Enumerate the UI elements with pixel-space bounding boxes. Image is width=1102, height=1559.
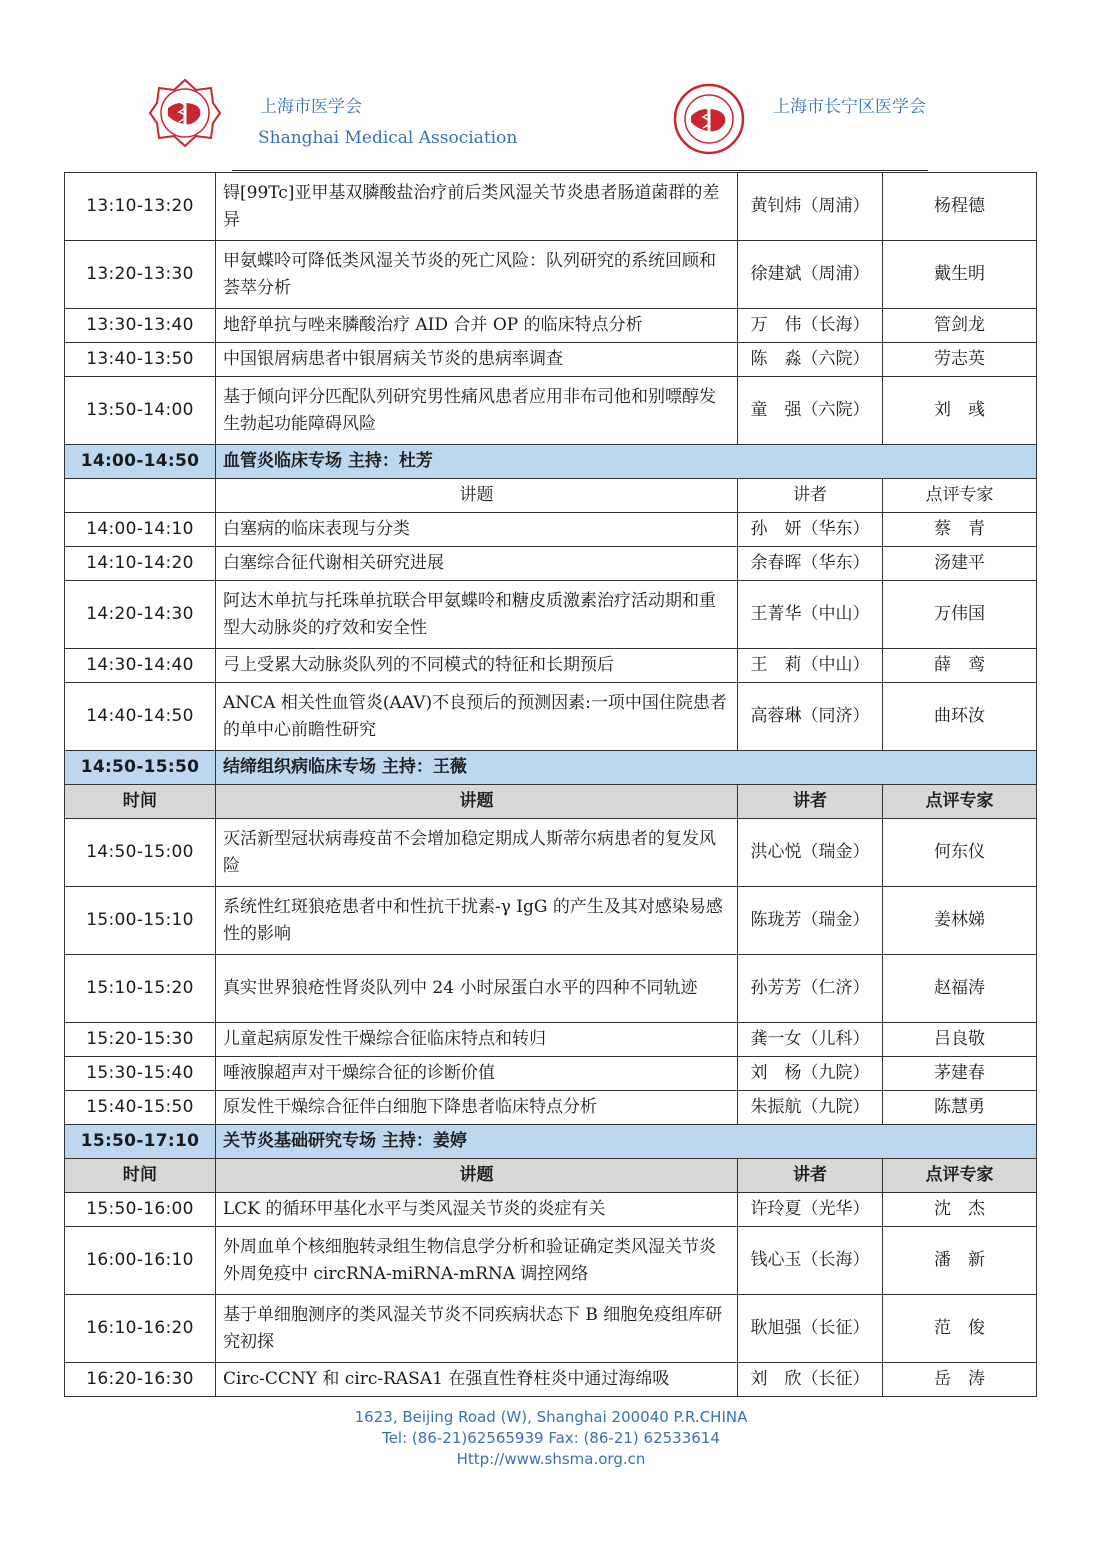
topic-cell: 基于倾向评分匹配队列研究男性痛风患者应用非布司他和别嘌醇发生勃起功能障碍风险 [216,377,738,445]
time-cell: 13:20-13:30 [65,241,216,309]
column-header-time: 时间 [65,785,216,819]
speaker-cell: 黄钊炜（周浦） [738,173,883,241]
column-header-speaker: 讲者 [738,1159,883,1193]
column-header-time: 时间 [65,1159,216,1193]
topic-cell: 儿童起病原发性干燥综合征临床特点和转归 [216,1023,738,1057]
time-cell: 16:00-16:10 [65,1227,216,1295]
schedule-body [65,173,1037,1397]
topic-cell: 阿达木单抗与托珠单抗联合甲氨蝶呤和糖皮质激素治疗活动期和重型大动脉炎的疗效和安全性 [216,581,738,649]
right-association-name-cn: 上海市长宁区医学会 [773,97,926,117]
topic-cell: 地舒单抗与唑来膦酸治疗 AID 合并 OP 的临床特点分析 [216,309,738,343]
time-cell: 15:40-15:50 [65,1091,216,1125]
section-title: 结缔组织病临床专场 主持：王薇 [216,751,1037,785]
column-header-speaker: 讲者 [738,785,883,819]
column-header-row [65,479,1037,513]
speaker-cell: 高蓉琳（同济） [738,683,883,751]
column-header-reviewer: 点评专家 [883,1159,1037,1193]
reviewer-cell: 茅建春 [883,1057,1037,1091]
column-header-reviewer: 点评专家 [883,785,1037,819]
table-row [65,581,1037,649]
speaker-cell: 余春晖（华东） [738,547,883,581]
topic-cell: 白塞病的临床表现与分类 [216,513,738,547]
speaker-cell: 孙芳芳（仁济） [738,955,883,1023]
time-cell: 14:10-14:20 [65,547,216,581]
speaker-cell: 许玲夏（光华） [738,1193,883,1227]
time-cell: 13:30-13:40 [65,309,216,343]
reviewer-cell: 潘 新 [883,1227,1037,1295]
reviewer-cell: 戴生明 [883,241,1037,309]
topic-cell: 锝[99Tc]亚甲基双膦酸盐治疗前后类风湿关节炎患者肠道菌群的差异 [216,173,738,241]
table-row [65,1023,1037,1057]
reviewer-cell: 劳志英 [883,343,1037,377]
time-cell: 14:20-14:30 [65,581,216,649]
reviewer-cell: 管剑龙 [883,309,1037,343]
topic-cell: 灭活新型冠状病毒疫苗不会增加稳定期成人斯蒂尔病患者的复发风险 [216,819,738,887]
table-row [65,343,1037,377]
speaker-cell: 刘 杨（九院） [738,1057,883,1091]
speaker-cell: 钱心玉（长海） [738,1227,883,1295]
header-rule [232,170,928,171]
topic-cell: 唾液腺超声对干燥综合征的诊断价值 [216,1057,738,1091]
topic-cell: 甲氨蝶呤可降低类风湿关节炎的死亡风险：队列研究的系统回顾和荟萃分析 [216,241,738,309]
table-row [65,1091,1037,1125]
time-cell: 13:50-14:00 [65,377,216,445]
reviewer-cell: 陈慧勇 [883,1091,1037,1125]
reviewer-cell: 杨程德 [883,173,1037,241]
topic-cell: 弓上受累大动脉炎队列的不同模式的特征和长期预后 [216,649,738,683]
shanghai-medical-association-logo [148,76,222,150]
reviewer-cell: 刘 彧 [883,377,1037,445]
column-header-row [65,785,1037,819]
time-cell: 16:10-16:20 [65,1295,216,1363]
section-header-row [65,751,1037,785]
reviewer-cell: 曲环汝 [883,683,1037,751]
table-row [65,955,1037,1023]
reviewer-cell: 蔡 青 [883,513,1037,547]
speaker-cell: 王菁华（中山） [738,581,883,649]
speaker-cell: 朱振航（九院） [738,1091,883,1125]
speaker-cell: 耿旭强（长征） [738,1295,883,1363]
column-header-topic: 讲题 [216,785,738,819]
speaker-cell: 刘 欣（长征） [738,1363,883,1397]
speaker-cell: 洪心悦（瑞金） [738,819,883,887]
table-row [65,309,1037,343]
topic-cell: 系统性红斑狼疮患者中和性抗干扰素-γ IgG 的产生及其对感染易感性的影响 [216,887,738,955]
time-cell: 14:50-15:00 [65,819,216,887]
table-row [65,1295,1037,1363]
table-row [65,1363,1037,1397]
topic-cell: 白塞综合征代谢相关研究进展 [216,547,738,581]
time-cell: 13:10-13:20 [65,173,216,241]
section-header-row [65,445,1037,479]
left-association-name-cn: 上海市医学会 [260,97,362,117]
table-row [65,1057,1037,1091]
topic-cell: 基于单细胞测序的类风湿关节炎不同疾病状态下 B 细胞免疫组库研究初探 [216,1295,738,1363]
section-time: 14:50-15:50 [65,751,216,785]
section-time: 14:00-14:50 [65,445,216,479]
table-row [65,377,1037,445]
section-title: 血管炎临床专场 主持：杜芳 [216,445,1037,479]
time-cell: 14:00-14:10 [65,513,216,547]
column-header-topic: 讲题 [216,479,738,513]
left-association-name-en: Shanghai Medical Association [258,128,518,148]
reviewer-cell: 范 俊 [883,1295,1037,1363]
speaker-cell: 王 莉（中山） [738,649,883,683]
table-row [65,683,1037,751]
time-cell: 16:20-16:30 [65,1363,216,1397]
speaker-cell: 陈 淼（六院） [738,343,883,377]
letterhead [0,0,1102,170]
changning-medical-association-logo [672,82,746,156]
schedule-table [64,172,1037,1397]
speaker-cell: 孙 妍（华东） [738,513,883,547]
table-row [65,887,1037,955]
topic-cell: 原发性干燥综合征伴白细胞下降患者临床特点分析 [216,1091,738,1125]
section-header-row [65,1125,1037,1159]
topic-cell: 外周血单个核细胞转录组生物信息学分析和验证确定类风湿关节炎外周免疫中 circRNA-miRNA-mRNA 调控网络 [216,1227,738,1295]
column-header-row [65,1159,1037,1193]
speaker-cell: 龚一女（儿科） [738,1023,883,1057]
column-header-topic: 讲题 [216,1159,738,1193]
reviewer-cell: 何东仪 [883,819,1037,887]
speaker-cell: 万 伟（长海） [738,309,883,343]
speaker-cell: 童 强（六院） [738,377,883,445]
reviewer-cell: 赵福涛 [883,955,1037,1023]
topic-cell: Circ-CCNY 和 circ-RASA1 在强直性脊柱炎中通过海绵吸 [216,1363,738,1397]
time-cell: 14:30-14:40 [65,649,216,683]
time-cell: 13:40-13:50 [65,343,216,377]
topic-cell: 中国银屑病患者中银屑病关节炎的患病率调查 [216,343,738,377]
table-row [65,649,1037,683]
time-cell: 15:50-16:00 [65,1193,216,1227]
footer-address: 1623, Beijing Road (W), Shanghai 200040 P.R.CHINA [354,1408,748,1426]
reviewer-cell: 吕良敬 [883,1023,1037,1057]
section-time: 15:50-17:10 [65,1125,216,1159]
section-title: 关节炎基础研究专场 主持：姜婷 [216,1125,1037,1159]
time-cell: 15:30-15:40 [65,1057,216,1091]
time-cell: 15:10-15:20 [65,955,216,1023]
topic-cell: LCK 的循环甲基化水平与类风湿关节炎的炎症有关 [216,1193,738,1227]
column-header-speaker: 讲者 [738,479,883,513]
reviewer-cell: 姜林娣 [883,887,1037,955]
table-row [65,547,1037,581]
topic-cell: ANCA 相关性血管炎(AAV)不良预后的预测因素:一项中国住院患者的单中心前瞻性研究 [216,683,738,751]
table-row [65,513,1037,547]
reviewer-cell: 汤建平 [883,547,1037,581]
table-row [65,1193,1037,1227]
reviewer-cell: 沈 杰 [883,1193,1037,1227]
table-row [65,241,1037,309]
table-row [65,1227,1037,1295]
speaker-cell: 陈珑芳（瑞金） [738,887,883,955]
reviewer-cell: 万伟国 [883,581,1037,649]
speaker-cell: 徐建斌（周浦） [738,241,883,309]
time-cell: 15:20-15:30 [65,1023,216,1057]
table-row [65,819,1037,887]
column-header-reviewer: 点评专家 [883,479,1037,513]
column-header-time [65,479,216,513]
time-cell: 14:40-14:50 [65,683,216,751]
footer-url: Http://www.shsma.org.cn [456,1450,646,1468]
reviewer-cell: 岳 涛 [883,1363,1037,1397]
reviewer-cell: 薛 鸾 [883,649,1037,683]
topic-cell: 真实世界狼疮性肾炎队列中 24 小时尿蛋白水平的四种不同轨迹 [216,955,738,1023]
footer-phone: Tel: (86-21)62565939 Fax: (86-21) 62533614 [382,1429,720,1447]
time-cell: 15:00-15:10 [65,887,216,955]
table-row [65,173,1037,241]
